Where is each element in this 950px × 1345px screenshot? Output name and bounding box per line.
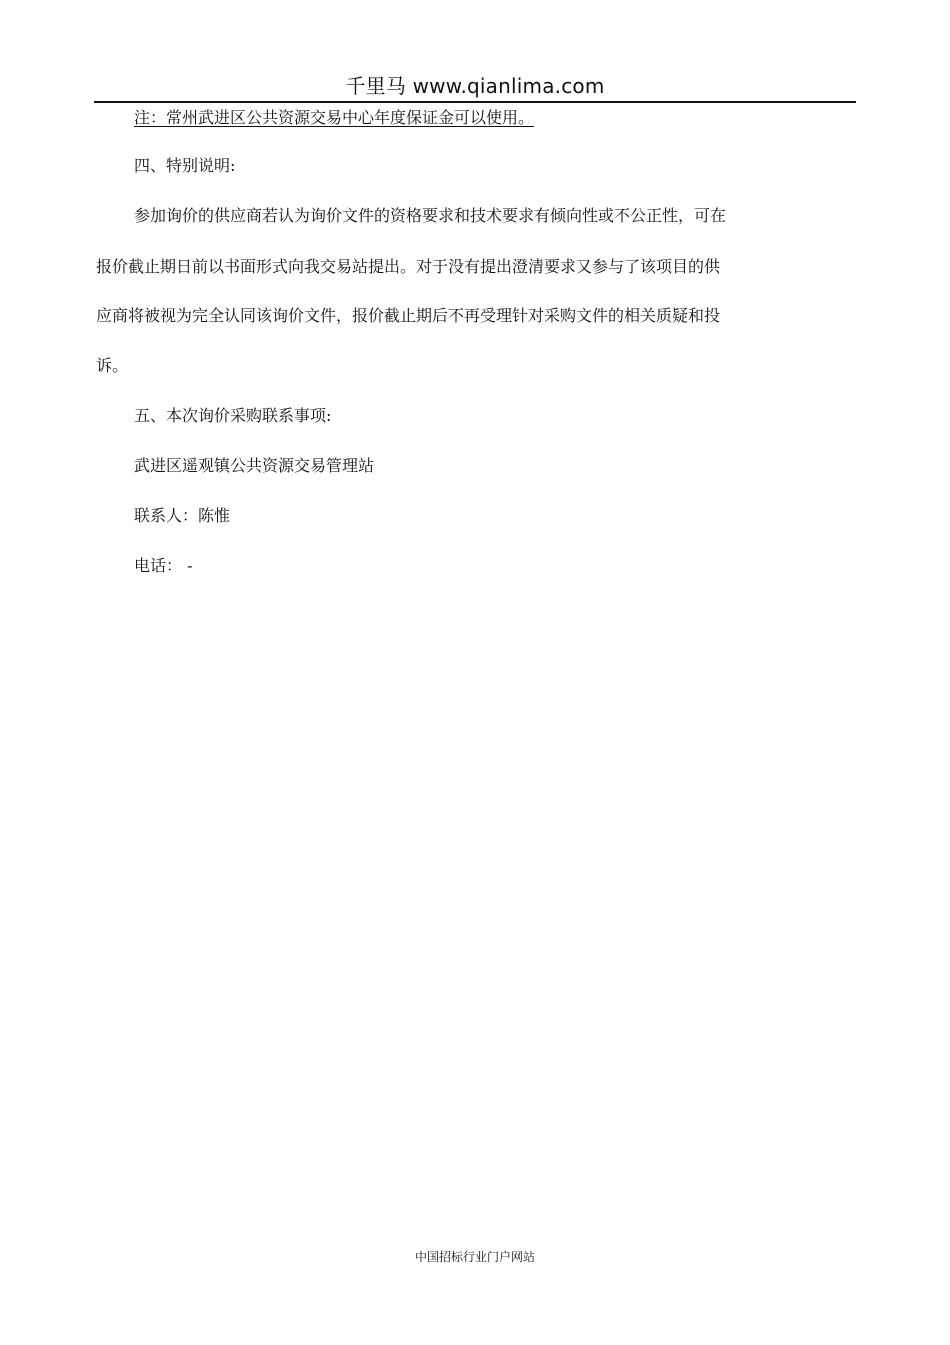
page-footer: 中国招标行业门户网站 (414, 1250, 535, 1264)
paragraph-line-1: 参加询价的供应商若认为询价文件的资格要求和技术要求有倾向性或不公正性，可在 (134, 206, 727, 225)
paragraph-line-4: 诉。 (96, 356, 129, 375)
paragraph-line-2: 报价截止期日前以书面形式向我交易站提出。对于没有提出澄清要求又参与了该项目的供 (96, 257, 721, 276)
header-divider (94, 101, 856, 103)
section-5-heading: 五、本次询价采购联系事项: (134, 406, 332, 425)
paragraph-line-3: 应商将被视为完全认同该询价文件，报价截止期后不再受理针对采购文件的相关质疑和投 (96, 306, 721, 325)
phone-number: 电话： - (134, 556, 193, 575)
section-4-heading: 四、特别说明: (134, 156, 236, 175)
deposit-note-text: 注：常州武进区公共资源交易中心年度保证金可以使用。 (134, 108, 535, 127)
organization-name: 武进区遥观镇公共资源交易管理站 (134, 456, 375, 475)
header-site-title: 千里马 www.qianlima.com (345, 74, 605, 98)
deposit-note (134, 107, 558, 129)
contact-person: 联系人：陈惟 (134, 506, 231, 525)
